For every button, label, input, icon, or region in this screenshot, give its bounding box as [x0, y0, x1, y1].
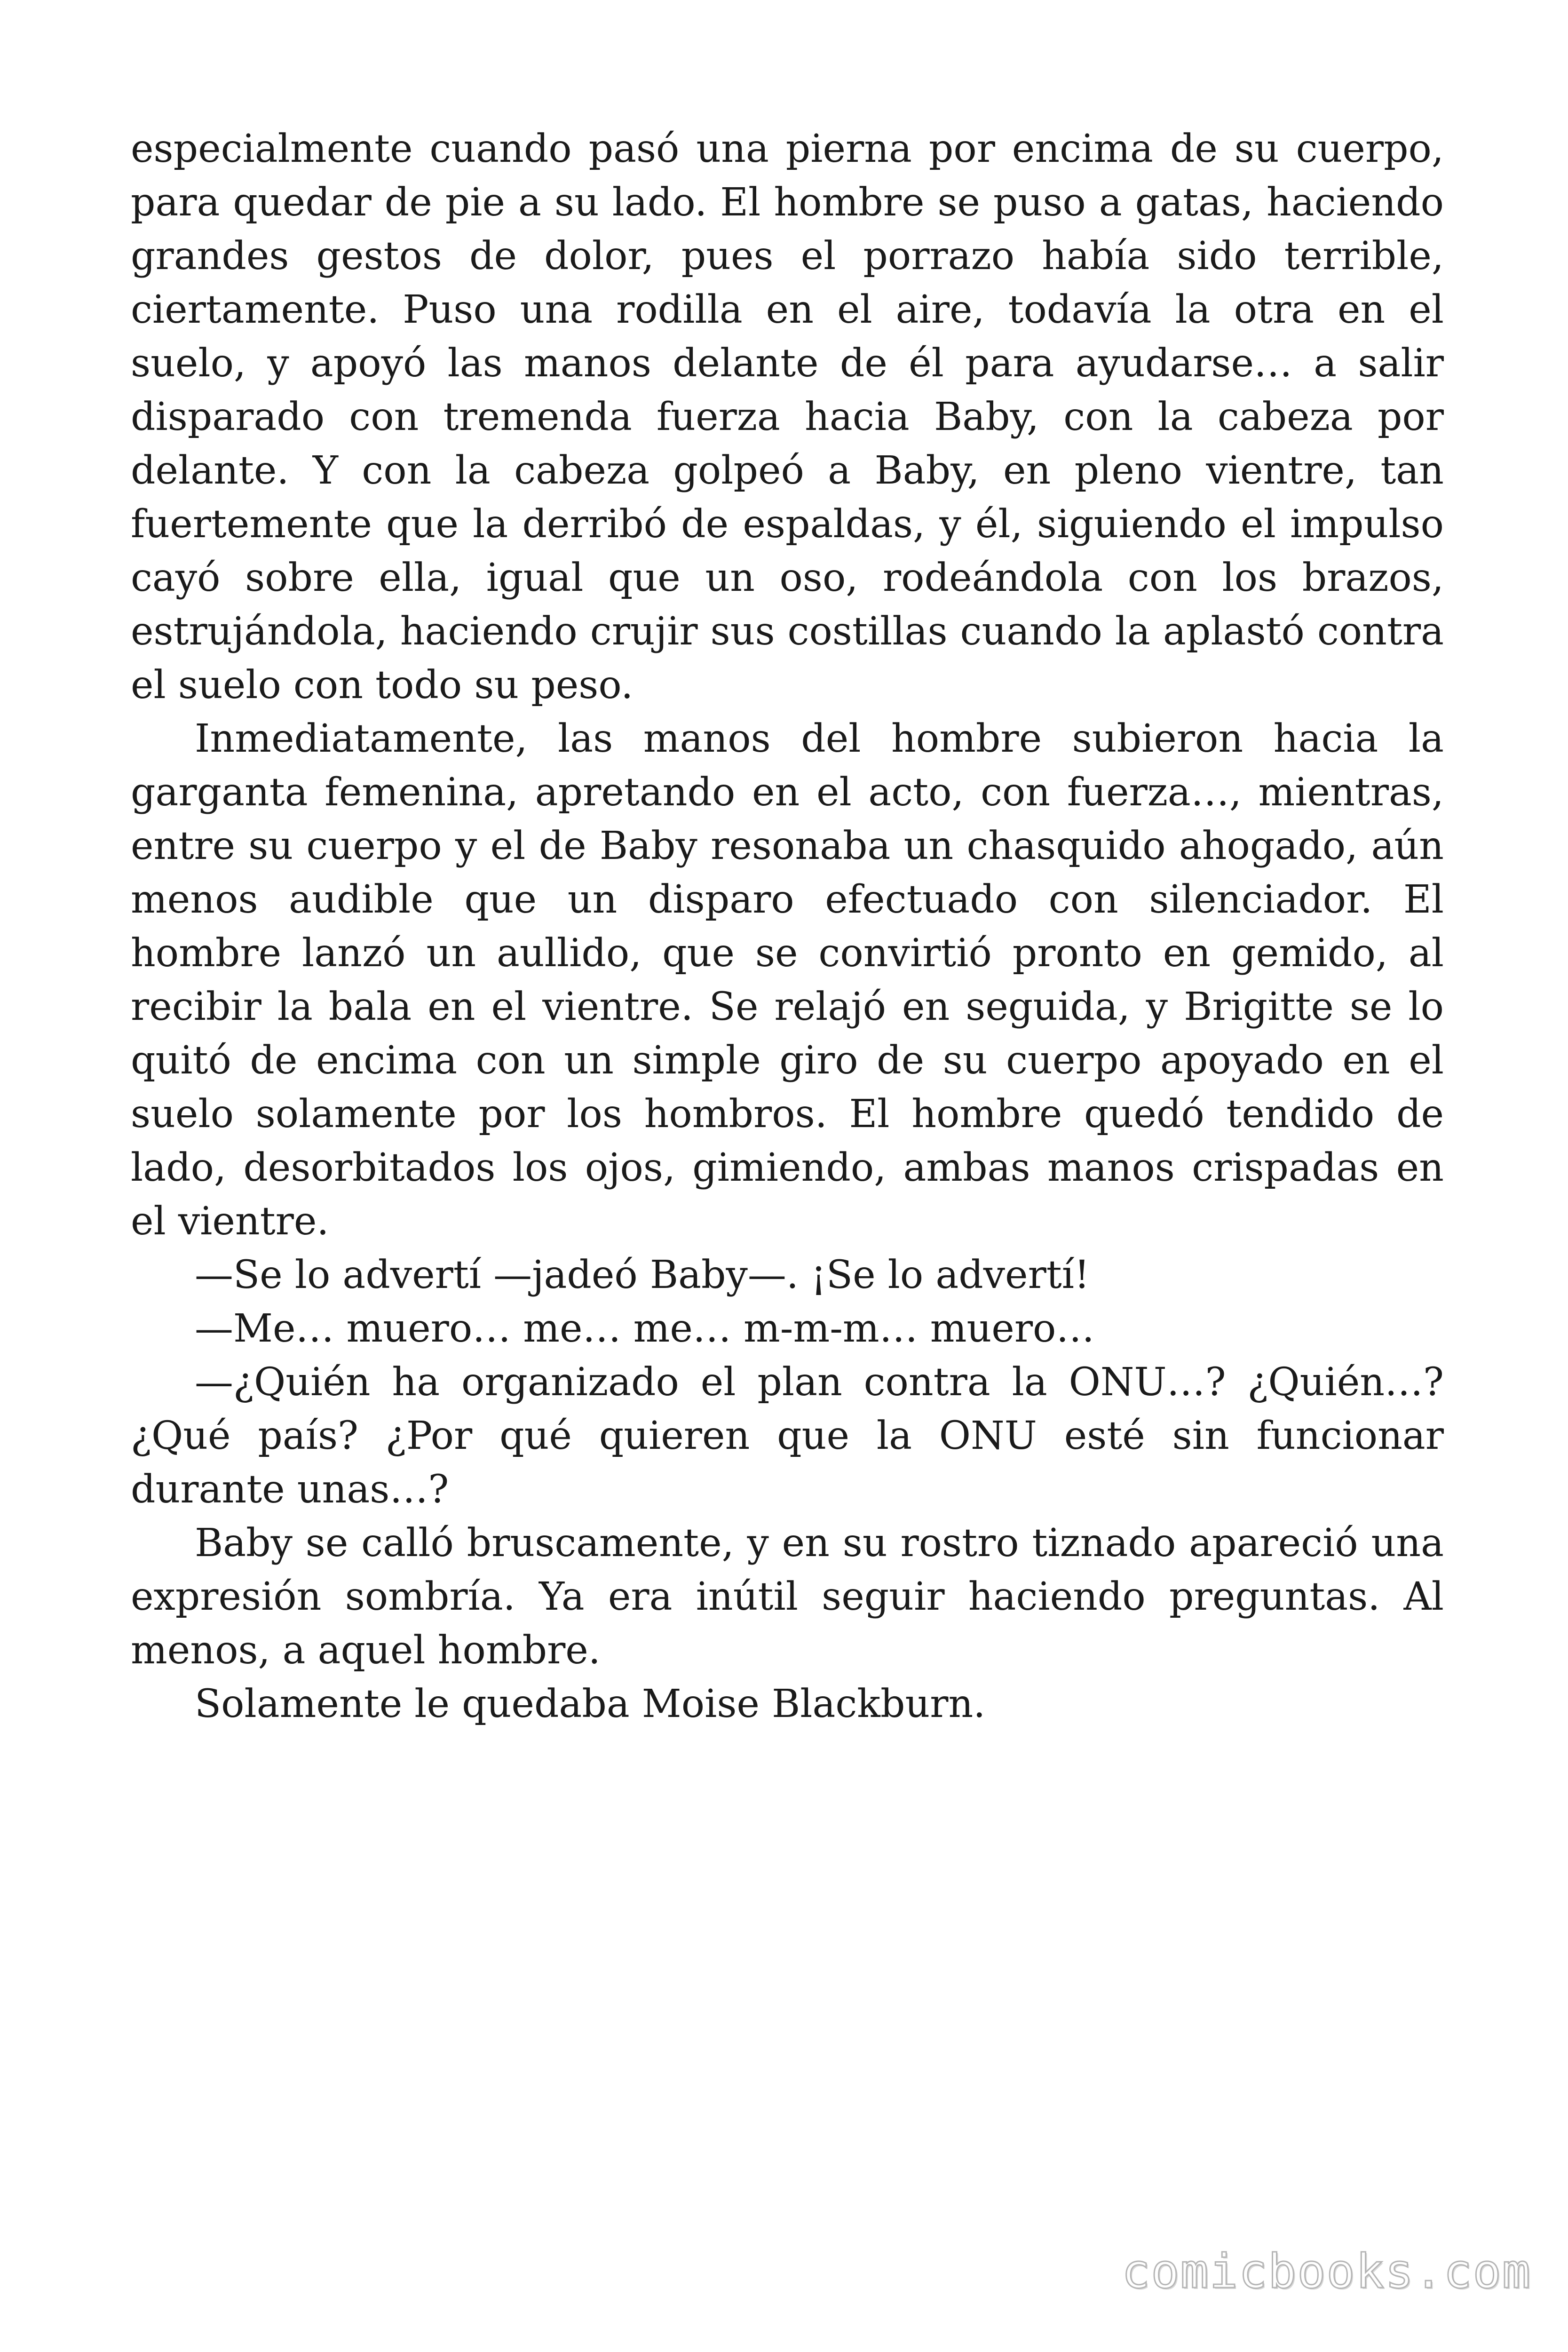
paragraph-6: Baby se calló bruscamente, y en su rostro tiznado apareció una expresión sombría. Ya era inútil seguir haciendo preguntas. Al menos, a aquel hombre.: [131, 1521, 1444, 1673]
book-page-text: [131, 122, 1444, 1731]
paragraph-7: Solamente le quedaba Moise Blackburn.: [195, 1682, 986, 1726]
paragraph-3: —Se lo advertí —jadeó Baby—. ¡Se lo advertí!: [195, 1253, 1090, 1297]
watermark: comicbooks.com: [1122, 2244, 1531, 2299]
paragraph-2: Inmediatamente, las manos del hombre subieron hacia la garganta femenina, apretando en el acto, con fuerza…, mientras, entre su cuerpo y el de Baby resonaba un chasquido ahogado, aún menos audible que un disparo efectuado con silenciador. El hombre lanzó un aullido, que se convirtió pronto en gemido, al recibir la bala en el vientre. Se relajó en seguida, y Brigitte se lo quitó de encima con un simple giro de su cuerpo apoyado en el suelo solamente por los hombros. El hombre quedó tendido de lado, desorbitados los ojos, gimiendo, ambas manos crispadas en el vientre.: [131, 716, 1444, 1244]
paragraph-4: —Me… muero… me… me… m-m-m… muero…: [195, 1306, 1095, 1351]
paragraph-1: especialmente cuando pasó una pierna por encima de su cuerpo, para quedar de pie a su lado. El hombre se puso a gatas, haciendo grandes gestos de dolor, pues el porrazo había sido terrible, ciertamente. Puso una rodilla en el aire, todavía la otra en el suelo, y apoyó las manos delante de él para ayudarse… a salir disparado con tremenda fuerza hacia Baby, con la cabeza por delante. Y con la cabeza golpeó a Baby, en pleno vientre, tan fuertemente que la derribó de espaldas, y él, siguiendo el impulso cayó sobre ella, igual que un oso, rodeándola con los brazos, estrujándola, haciendo crujir sus costillas cuando la aplastó contra el suelo con todo su peso.: [131, 127, 1444, 707]
paragraph-5: —¿Quién ha organizado el plan contra la ONU…? ¿Quién…? ¿Qué país? ¿Por qué quieren que la ONU esté sin funcionar durante unas…?: [131, 1360, 1444, 1512]
